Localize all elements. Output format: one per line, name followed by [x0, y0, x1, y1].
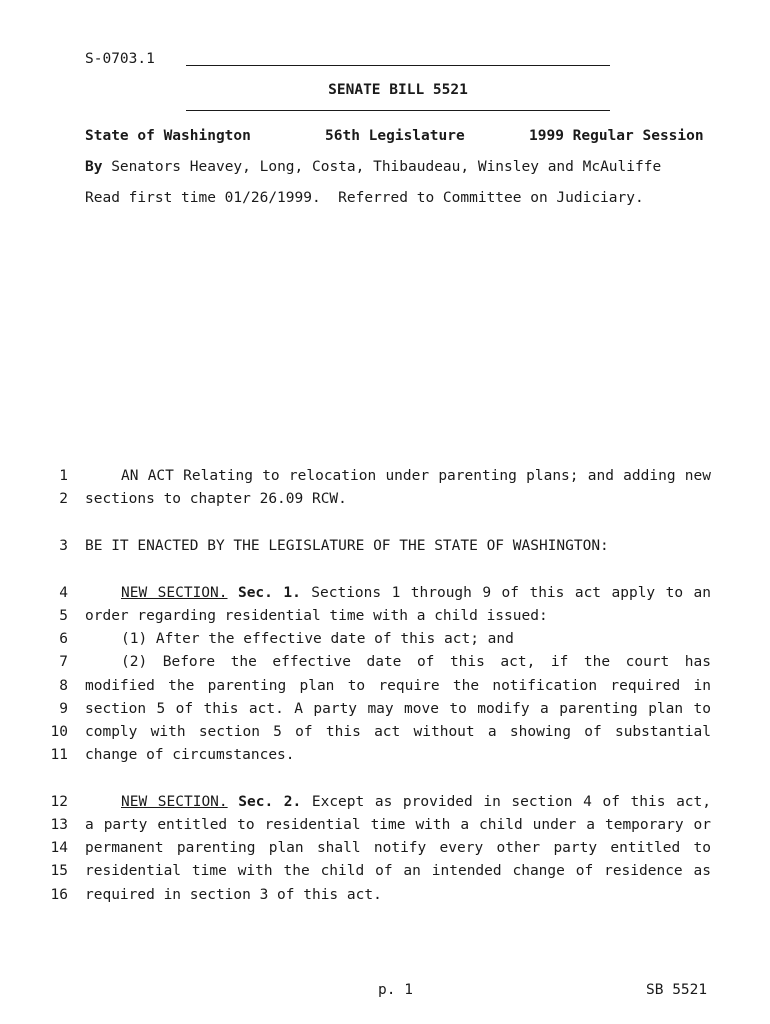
line-number: 12	[50, 794, 68, 810]
line-text: required in section 3 of this act.	[85, 887, 382, 903]
line-number: 15	[50, 863, 68, 879]
enacting-clause: BE IT ENACTED BY THE LEGISLATURE OF THE STATE OF WASHINGTON:	[85, 538, 609, 554]
sponsors-line	[85, 158, 661, 176]
session-label: 1999 Regular Session	[529, 128, 704, 144]
line-number: 14	[50, 840, 68, 856]
by-label: By	[85, 159, 103, 175]
line-number: 13	[50, 817, 68, 833]
header-rule-bottom	[186, 110, 610, 111]
line-number: 11	[50, 747, 68, 763]
line-text: modified the parenting plan to require the notification required in	[85, 678, 711, 694]
line-number: 2	[59, 491, 68, 507]
section-heading-line	[85, 584, 711, 602]
line-number: 9	[59, 701, 68, 717]
line-number: 1	[59, 468, 68, 484]
line-text: a party entitled to residential time with a child under a temporary or	[85, 817, 711, 833]
line-text: residential time with the child of an intended change of residence as	[85, 863, 711, 879]
bill-title: SENATE BILL 5521	[328, 82, 468, 98]
read-first-line: Read first time 01/26/1999. Referred to Committee on Judiciary.	[85, 190, 644, 206]
page-number: p. 1	[378, 982, 413, 998]
sponsors: Senators Heavey, Long, Costa, Thibaudeau, Winsley and McAuliffe	[111, 159, 662, 175]
line-text: order regarding residential time with a child issued:	[85, 608, 548, 624]
line-number: 10	[50, 724, 68, 740]
section-heading-line	[85, 793, 711, 811]
legislature-label: 56th Legislature	[325, 128, 465, 144]
line-text: comply with section 5 of this act without a showing of substantial	[85, 724, 711, 740]
line-number: 7	[59, 654, 68, 670]
line-text: permanent parenting plan shall notify every other party entitled to	[85, 840, 711, 856]
line-text: sections to chapter 26.09 RCW.	[85, 491, 347, 507]
line-text: AN ACT Relating to relocation under parenting plans; and adding new	[121, 468, 711, 484]
line-number: 4	[59, 585, 68, 601]
line-text: section 5 of this act. A party may move to modify a parenting plan to	[85, 701, 711, 717]
header-rule-top	[186, 65, 610, 66]
line-text: Except as provided in section 4 of this act,	[311, 794, 711, 810]
new-section-label: NEW SECTION.	[121, 794, 228, 810]
new-section-label: NEW SECTION.	[121, 585, 228, 601]
section-number: Sec. 2.	[238, 794, 302, 810]
line-text: (1) After the effective date of this act; and	[121, 631, 514, 647]
line-number: 8	[59, 678, 68, 694]
document-code: S-0703.1	[85, 51, 155, 67]
state-label: State of Washington	[85, 128, 251, 144]
line-number: 6	[59, 631, 68, 647]
line-text: Sections 1 through 9 of this act apply to an	[311, 585, 711, 601]
line-number: 16	[50, 887, 68, 903]
bill-reference: SB 5521	[646, 982, 708, 998]
line-text: change of circumstances.	[85, 747, 295, 763]
line-text: (2) Before the effective date of this act, if the court has	[121, 654, 711, 670]
line-number: 5	[59, 608, 68, 624]
line-number: 3	[59, 538, 68, 554]
section-number: Sec. 1.	[237, 585, 301, 601]
